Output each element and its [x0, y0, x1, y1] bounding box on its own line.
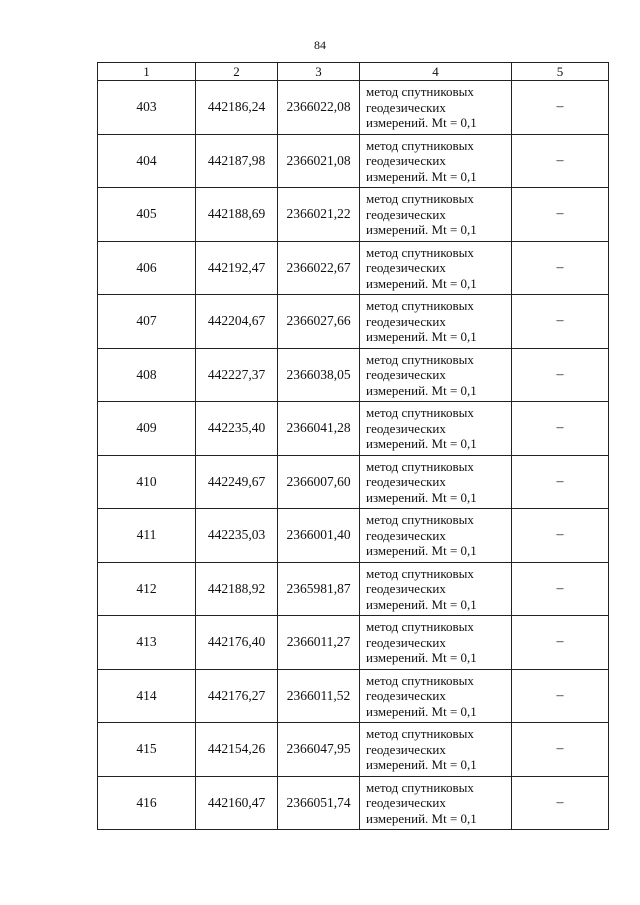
- method-line-1: метод спутниковых: [366, 137, 474, 153]
- point-number: 405: [98, 188, 196, 242]
- table-row: [98, 295, 609, 349]
- header-col-3: 3: [278, 63, 360, 81]
- method-line-3: измерений. Mt = 0,1: [366, 596, 477, 612]
- method-line-1: метод спутниковых: [366, 565, 474, 581]
- header-col-1: 1: [98, 63, 196, 81]
- coord-y: 2366001,40: [278, 509, 360, 563]
- coord-y: 2366027,66: [278, 295, 360, 349]
- note-cell: –: [512, 723, 609, 777]
- note-cell: –: [512, 134, 609, 188]
- method-line-1: метод спутниковых: [366, 298, 474, 313]
- coord-y: 2366038,05: [278, 348, 360, 402]
- method-cell: [360, 723, 512, 777]
- coord-y: 2366021,22: [278, 188, 360, 242]
- method-line-3: измерений. Mt = 0,1: [366, 650, 477, 665]
- method-line-1: метод спутниковых: [366, 405, 474, 420]
- coord-y: 2366007,60: [278, 455, 360, 509]
- coord-x: 442187,98: [196, 134, 278, 188]
- page-number: 84: [314, 38, 326, 52]
- point-number: 414: [98, 669, 196, 723]
- table-row: [98, 188, 609, 242]
- coord-x: 442186,24: [196, 81, 278, 135]
- coord-x: 442192,47: [196, 241, 278, 295]
- method-line-3: измерений. Mt = 0,1: [366, 115, 477, 130]
- coord-x: 442235,03: [196, 509, 278, 563]
- method-line-3: измерений. Mt = 0,1: [366, 757, 477, 772]
- method-line-1: метод спутниковых: [366, 351, 474, 367]
- coord-y: 2366041,28: [278, 402, 360, 456]
- table-row: [98, 616, 609, 670]
- point-number: 409: [98, 402, 196, 456]
- method-line-1: метод спутниковых: [366, 619, 474, 634]
- method-line-2: геодезических: [366, 474, 446, 489]
- method-line-1: метод спутниковых: [366, 244, 474, 260]
- method-line-1: метод спутниковых: [366, 84, 474, 99]
- note-cell: –: [512, 402, 609, 456]
- coord-x: 442176,27: [196, 669, 278, 723]
- point-number: 407: [98, 295, 196, 349]
- method-line-2: геодезических: [366, 795, 446, 810]
- method-line-2: геодезических: [366, 741, 446, 757]
- coord-y: 2366011,27: [278, 616, 360, 670]
- method-line-3: измерений. Mt = 0,1: [366, 168, 477, 184]
- method-line-3: измерений. Mt = 0,1: [366, 222, 477, 237]
- coord-y: 2366021,08: [278, 134, 360, 188]
- note-cell: –: [512, 669, 609, 723]
- point-number: 408: [98, 348, 196, 402]
- coord-y: 2366047,95: [278, 723, 360, 777]
- method-cell: [360, 188, 512, 242]
- method-line-3: измерений. Mt = 0,1: [366, 329, 477, 344]
- coord-y: 2365981,87: [278, 562, 360, 616]
- table-row: [98, 81, 609, 135]
- coord-y: 2366051,74: [278, 776, 360, 830]
- coord-x: 442188,92: [196, 562, 278, 616]
- method-cell: [360, 669, 512, 723]
- method-line-1: метод спутниковых: [366, 458, 474, 474]
- note-cell: –: [512, 348, 609, 402]
- note-cell: –: [512, 776, 609, 830]
- table-header: [98, 63, 609, 81]
- coord-x: 442204,67: [196, 295, 278, 349]
- coordinates-table: [97, 62, 609, 830]
- point-number: 416: [98, 776, 196, 830]
- table-row: [98, 776, 609, 830]
- note-cell: –: [512, 295, 609, 349]
- note-cell: –: [512, 241, 609, 295]
- table-row: [98, 509, 609, 563]
- method-line-1: метод спутниковых: [366, 779, 474, 795]
- table-row: [98, 402, 609, 456]
- point-number: 412: [98, 562, 196, 616]
- method-line-1: метод спутниковых: [366, 672, 474, 688]
- point-number: 403: [98, 81, 196, 135]
- method-cell: [360, 455, 512, 509]
- method-line-2: геодезических: [366, 153, 446, 168]
- method-cell: [360, 241, 512, 295]
- point-number: 411: [98, 509, 196, 563]
- method-line-2: геодезических: [366, 420, 446, 436]
- method-line-3: измерений. Mt = 0,1: [366, 382, 477, 398]
- note-cell: –: [512, 562, 609, 616]
- coord-x: 442188,69: [196, 188, 278, 242]
- header-col-2: 2: [196, 63, 278, 81]
- method-line-1: метод спутниковых: [366, 726, 474, 741]
- point-number: 410: [98, 455, 196, 509]
- note-cell: –: [512, 455, 609, 509]
- point-number: 404: [98, 134, 196, 188]
- method-line-3: измерений. Mt = 0,1: [366, 275, 477, 291]
- coord-y: 2366022,08: [278, 81, 360, 135]
- header-col-5: 5: [512, 63, 609, 81]
- table-row: [98, 455, 609, 509]
- table-row: [98, 723, 609, 777]
- method-cell: [360, 134, 512, 188]
- method-cell: [360, 616, 512, 670]
- table-body: [98, 81, 609, 830]
- method-cell: [360, 509, 512, 563]
- coord-x: 442160,47: [196, 776, 278, 830]
- method-line-3: измерений. Mt = 0,1: [366, 489, 477, 505]
- table-row: [98, 134, 609, 188]
- table-row: [98, 669, 609, 723]
- table-row: [98, 348, 609, 402]
- method-cell: [360, 81, 512, 135]
- note-cell: –: [512, 509, 609, 563]
- coord-x: 442235,40: [196, 402, 278, 456]
- note-cell: –: [512, 81, 609, 135]
- point-number: 406: [98, 241, 196, 295]
- method-line-2: геодезических: [366, 99, 446, 115]
- table-row: [98, 562, 609, 616]
- method-line-2: геодезических: [366, 581, 446, 596]
- note-cell: –: [512, 188, 609, 242]
- coord-x: 442176,40: [196, 616, 278, 670]
- coord-x: 442249,67: [196, 455, 278, 509]
- point-number: 415: [98, 723, 196, 777]
- method-line-1: метод спутниковых: [366, 191, 474, 206]
- note-cell: –: [512, 616, 609, 670]
- method-cell: [360, 776, 512, 830]
- header-col-4: 4: [360, 63, 512, 81]
- method-cell: [360, 348, 512, 402]
- method-line-3: измерений. Mt = 0,1: [366, 436, 477, 451]
- method-cell: [360, 295, 512, 349]
- header-row: [98, 63, 609, 81]
- method-cell: [360, 562, 512, 616]
- method-line-2: геодезических: [366, 206, 446, 222]
- coord-y: 2366022,67: [278, 241, 360, 295]
- coord-x: 442227,37: [196, 348, 278, 402]
- table-row: [98, 241, 609, 295]
- point-number: 413: [98, 616, 196, 670]
- method-line-2: геодезических: [366, 313, 446, 329]
- method-line-3: измерений. Mt = 0,1: [366, 543, 477, 558]
- method-cell: [360, 402, 512, 456]
- method-line-2: геодезических: [366, 260, 446, 275]
- method-line-3: измерений. Mt = 0,1: [366, 810, 477, 826]
- method-line-2: геодезических: [366, 527, 446, 543]
- method-line-3: измерений. Mt = 0,1: [366, 703, 477, 719]
- method-line-2: геодезических: [366, 634, 446, 650]
- method-line-1: метод спутниковых: [366, 512, 474, 527]
- method-line-2: геодезических: [366, 367, 446, 382]
- coord-y: 2366011,52: [278, 669, 360, 723]
- method-line-2: геодезических: [366, 688, 446, 703]
- coord-x: 442154,26: [196, 723, 278, 777]
